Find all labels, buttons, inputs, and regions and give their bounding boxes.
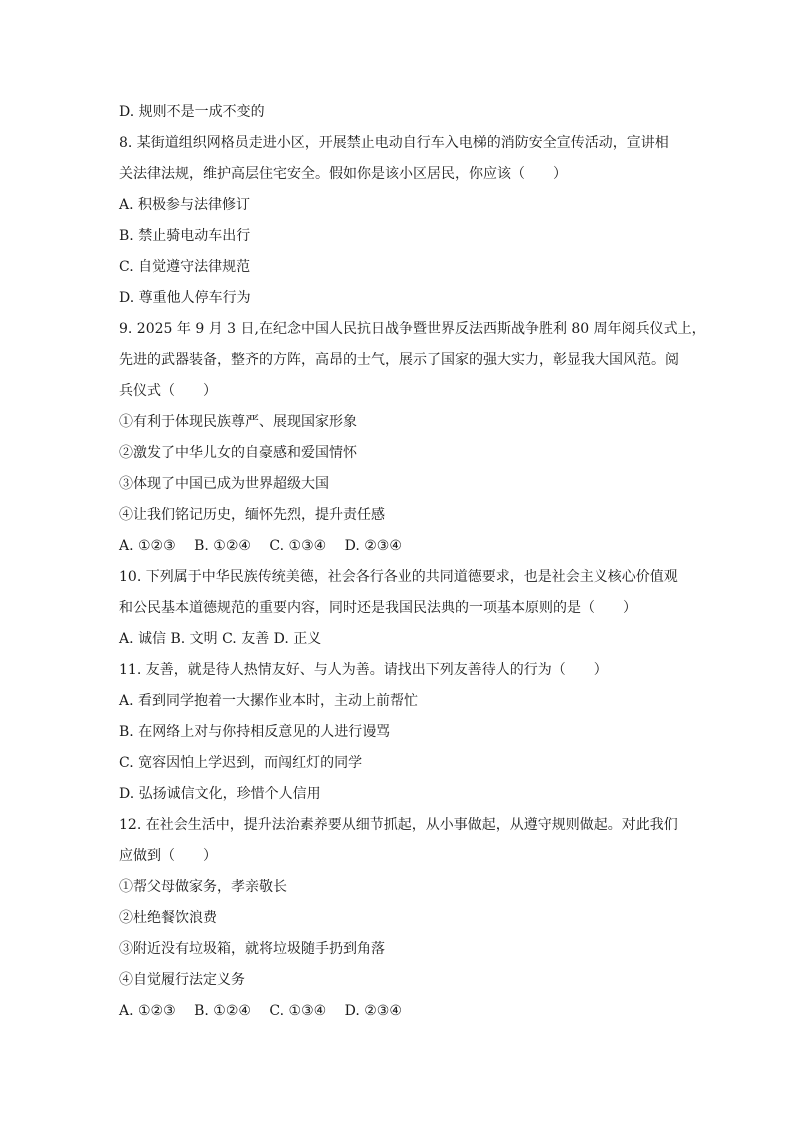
q11-option-b: B. 在网络上对与你持相反意见的人进行谩骂 bbox=[119, 724, 391, 740]
q9-statement-4: ④让我们铭记历史，缅怀先烈，提升责任感 bbox=[119, 507, 385, 523]
question-10-stem-line-2: 和公民基本道德规范的重要内容，同时还是我国民法典的一项基本原则的是（ ） bbox=[119, 600, 637, 616]
q11-option-c: C. 宽容因怕上学迟到，而闯红灯的同学 bbox=[119, 755, 363, 771]
q9-statement-1: ①有利于体现民族尊严、展现国家形象 bbox=[119, 414, 357, 430]
q11-option-a: A. 看到同学抱着一大摞作业本时，主动上前帮忙 bbox=[119, 693, 419, 709]
q8-option-a: A. 积极参与法律修订 bbox=[119, 197, 251, 213]
question-12-stem-line-1: 12. 在社会生活中，提升法治素养要从细节抓起，从小事做起，从遵守规则做起。对此我们 bbox=[119, 817, 678, 833]
question-10-stem-line-1: 10. 下列属于中华民族传统美德，社会各行各业的共同道德要求，也是社会主义核心价值观 bbox=[119, 569, 678, 585]
q9-options: A. ①②③ B. ①②④ C. ①③④ D. ②③④ bbox=[119, 538, 402, 554]
q11-option-d: D. 弘扬诚信文化，珍惜个人信用 bbox=[119, 786, 321, 802]
q9-statement-2: ②激发了中华儿女的自豪感和爱国情怀 bbox=[119, 445, 357, 461]
q12-statement-2: ②杜绝餐饮浪费 bbox=[119, 910, 217, 926]
question-12-stem-line-2: 应做到（ ） bbox=[119, 848, 217, 864]
question-9-stem-line-1: 9. 2025 年 9 月 3 日,在纪念中国人民抗日战争暨世界反法西斯战争胜利 80 周年阅兵仪式上， bbox=[119, 321, 706, 337]
question-8-stem-line-2: 关法律法规，维护高层住宅安全。假如你是该小区居民，你应该（ ） bbox=[119, 166, 567, 182]
q12-options: A. ①②③ B. ①②④ C. ①③④ D. ②③④ bbox=[119, 1003, 402, 1019]
question-9-stem-line-3: 兵仪式（ ） bbox=[119, 383, 217, 399]
q12-statement-1: ①帮父母做家务，孝亲敬长 bbox=[119, 879, 287, 895]
option-d-q7: D. 规则不是一成不变的 bbox=[119, 104, 265, 120]
question-11-stem: 11. 友善，就是待人热情友好、与人为善。请找出下列友善待人的行为（ ） bbox=[119, 662, 608, 678]
q8-option-c: C. 自觉遵守法律规范 bbox=[119, 259, 251, 275]
q10-options: A. 诚信 B. 文明 C. 友善 D. 正义 bbox=[119, 631, 322, 647]
q9-statement-3: ③体现了中国已成为世界超级大国 bbox=[119, 476, 329, 492]
q12-statement-3: ③附近没有垃圾箱，就将垃圾随手扔到角落 bbox=[119, 941, 385, 957]
question-9-stem-line-2: 先进的武器装备，整齐的方阵，高昂的士气，展示了国家的强大实力，彰显我大国风范。阅 bbox=[119, 352, 679, 368]
q8-option-d: D. 尊重他人停车行为 bbox=[119, 290, 251, 306]
q12-statement-4: ④自觉履行法定义务 bbox=[119, 972, 245, 988]
q8-option-b: B. 禁止骑电动车出行 bbox=[119, 228, 251, 244]
question-8-stem-line-1: 8. 某街道组织网格员走进小区，开展禁止电动自行车入电梯的消防安全宣传活动，宣讲相 bbox=[119, 135, 669, 151]
